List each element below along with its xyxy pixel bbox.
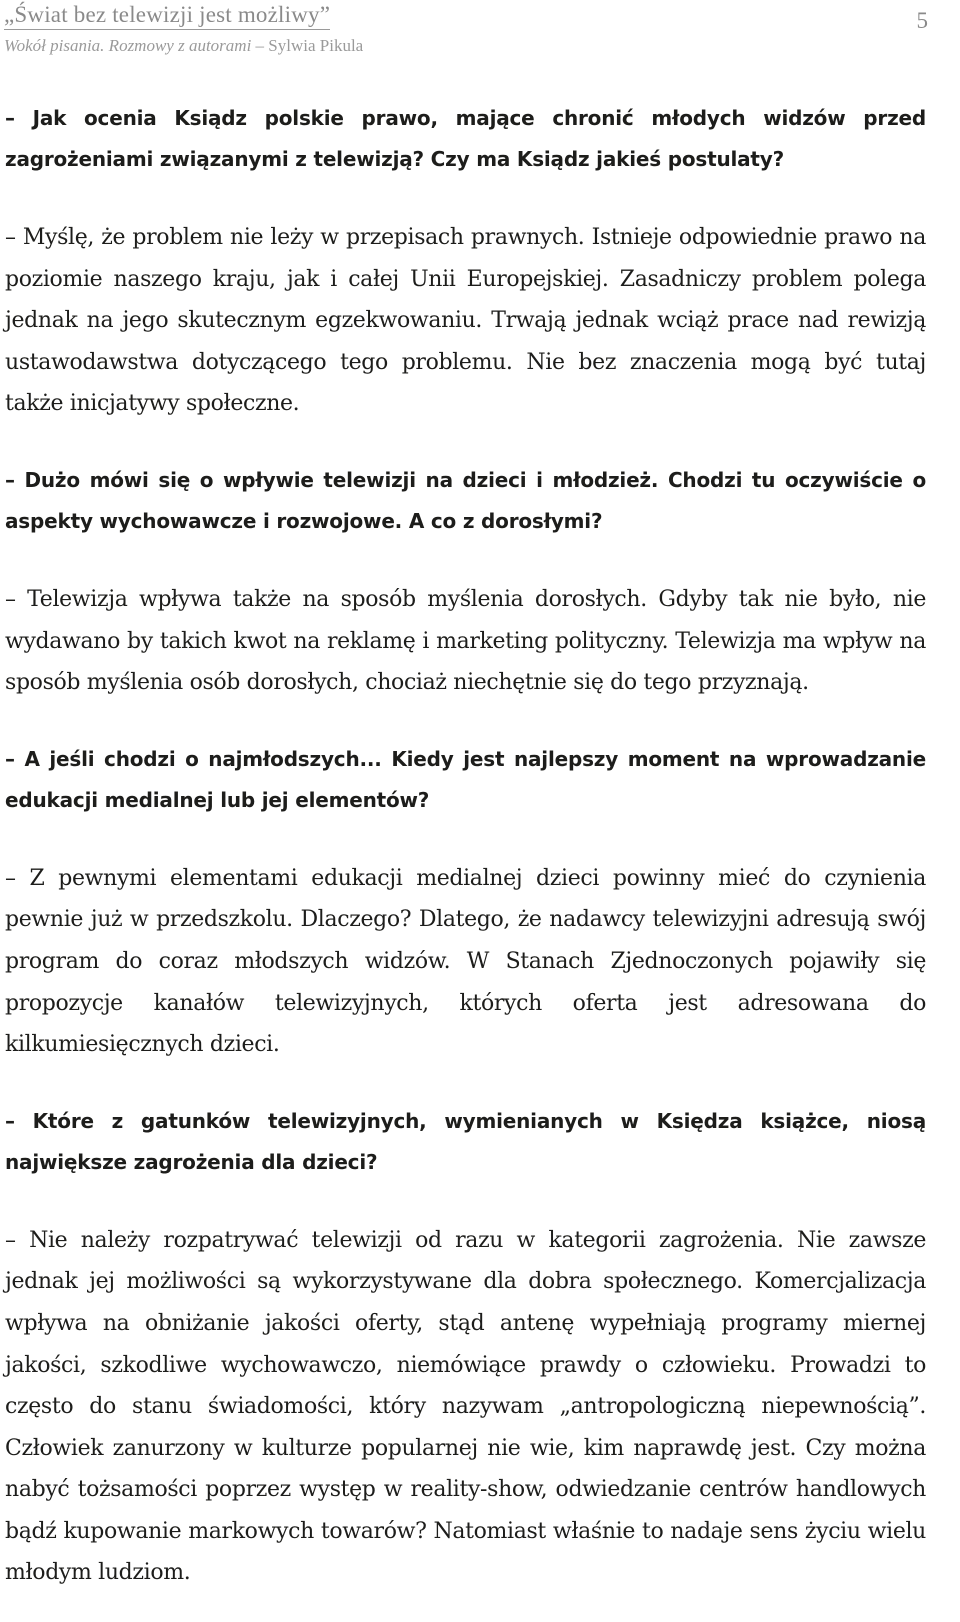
question-3: – A jeśli chodzi o najmłodszych... Kiedy jest najlepszy moment na wprowadzanie edukacji medialnej lub jej elementów?	[5, 746, 926, 812]
spacer	[5, 425, 926, 460]
question-2: – Dużo mówi się o wpływie telewizji na dzieci i młodzież. Chodzi tu oczywiście o aspekty wychowawcze i rozwojowe. A co z dorosłymi?	[5, 467, 926, 533]
answer-4: – Nie należy rozpatrywać telewizji od razu w kategorii zagrożenia. Nie zawsze jednak jej możliwości są wykorzystywane dla dobra społecznego. Komercjalizacja wpływa na obniżanie jakości oferty, stąd antenę wypełniają programy miernej jakości, szkodliwe wychowawczo, niemówiące prawdy o człowieku. Prowadzi to często do stanu świadomości, który nazywam „antropologiczną niepewnością”. Człowiek zanurzony w kulturze popularnej nie wie, kim naprawdę jest. Czy można nabyć tożsamości poprzez występ w reality-show, odwiedzanie centrów handlowych bądź kupowanie markowych towarów? Natomiast właśnie to nadaje sens życiu wielu młodym ludziom.	[5, 1227, 926, 1586]
series-name: Wokół pisania. Rozmowy z autorami	[4, 36, 252, 55]
book-subtitle	[4, 36, 363, 56]
interview-body	[5, 98, 926, 1594]
page-number: 5	[916, 8, 928, 33]
author-name: – Sylwia Pikula	[251, 36, 364, 55]
spacer	[5, 1183, 926, 1220]
answer-2: – Telewizja wpływa także na sposób myślenia dorosłych. Gdyby tak nie było, nie wydawano by takich kwot na reklamę i marketing polityczny. Telewizja ma wpływ na sposób myślenia osób dorosłych, chociaż niechętnie się do tego przyznają.	[5, 586, 926, 696]
spacer	[5, 542, 926, 579]
answer-1: – Myślę, że problem nie leży w przepisach prawnych. Istnieje odpowiednie prawo na poziomie naszego kraju, jak i całej Unii Europejskiej. Zasadniczy problem polega jednak na jego skutecznym egzekwowaniu. Trwają jednak wciąż prace nad rewizją ustawodawstwa dotyczącego tego problemu. Nie bez znaczenia mogą być tutaj także inicjatywy społeczne.	[5, 225, 926, 417]
running-header	[4, 2, 934, 58]
question-4: – Które z gatunków telewizyjnych, wymienianych w Księdza książce, niosą największe zagrożenia dla dzieci?	[5, 1108, 926, 1174]
question-1: – Jak ocenia Ksiądz polskie prawo, mające chronić młodych widzów przed zagrożeniami związanymi z telewizją? Czy ma Ksiądz jakieś postulaty?	[5, 106, 926, 171]
spacer	[5, 180, 926, 217]
book-title: „Świat bez telewizji jest możliwy”	[4, 2, 330, 30]
spacer	[5, 1066, 926, 1101]
answer-3: – Z pewnymi elementami edukacji medialnej dzieci powinny mieć do czynienia pewnie już w przedszkolu. Dlaczego? Dlatego, że nadawcy telewizyjni adresują swój program do coraz młodszych widzów. W Stanach Zjednoczonych pojawiły się propozycje kanałów telewizyjnych, których oferta jest adresowana do kilkumiesięcznych dzieci.	[5, 865, 926, 1058]
spacer	[5, 704, 926, 739]
spacer	[5, 821, 926, 858]
